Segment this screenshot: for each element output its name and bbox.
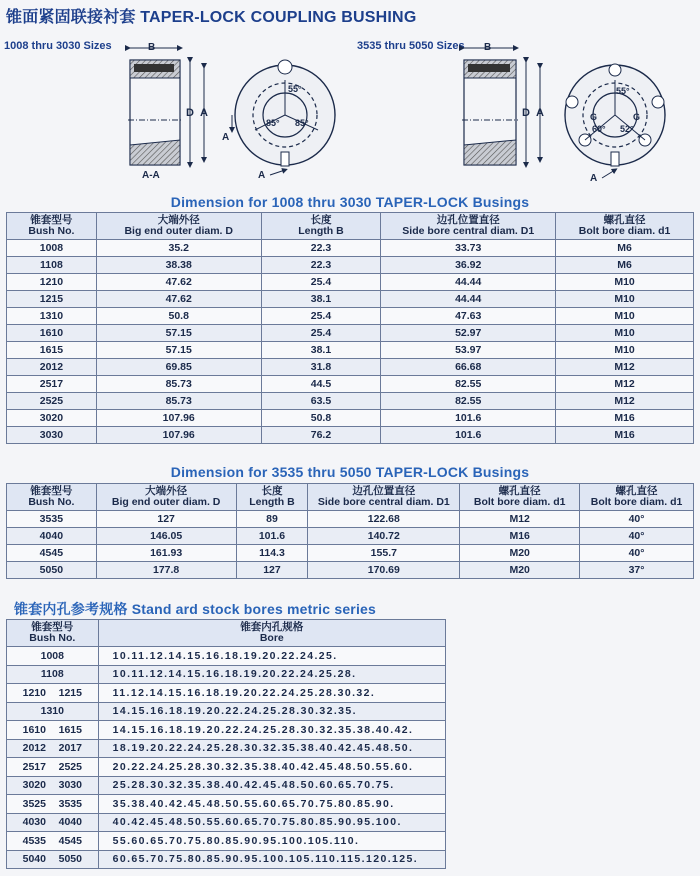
table-cell: 85.73: [96, 393, 261, 410]
column-header-cn: 锥套型号: [31, 621, 74, 633]
bush-number: 2517: [22, 760, 46, 773]
bush-number: 5050: [58, 853, 82, 866]
table-cell: M6: [556, 240, 694, 257]
column-header-en: Bush No.: [28, 225, 75, 237]
table-cell: 40°: [580, 511, 694, 528]
bore-sizes-cell: 25.28.30.32.35.38.40.42.45.48.50.60.65.70.75.: [98, 776, 445, 795]
table-cell: 25.4: [261, 274, 381, 291]
table-cell: 57.15: [96, 325, 261, 342]
label-60: 60°: [592, 124, 606, 134]
bore-sizes-cell: 35.38.40.42.45.48.50.55.60.65.70.75.80.85.90.: [98, 795, 445, 814]
bush-number: 3535: [58, 797, 82, 810]
bush-number-cell: [7, 850, 99, 869]
table-cell: 25.4: [261, 308, 381, 325]
table-cell: M12: [460, 511, 580, 528]
table-cell: 66.68: [381, 359, 556, 376]
table-cell: M12: [556, 359, 694, 376]
table-cell: 1615: [7, 342, 97, 359]
table-cell: 31.8: [261, 359, 381, 376]
bush-number: 1615: [58, 723, 82, 736]
table-cell: 69.85: [96, 359, 261, 376]
label-a-bottom-right: A: [590, 173, 598, 184]
table-row: [7, 342, 694, 359]
table-cell: M16: [460, 528, 580, 545]
column-header-en: Big end outer diam. D: [124, 225, 233, 237]
table-3535-5050: [6, 483, 694, 579]
column-header: [236, 484, 308, 511]
technical-drawings: [0, 30, 700, 190]
column-header-en: Length B: [298, 225, 344, 237]
table-row: [7, 528, 694, 545]
table-row: [7, 308, 694, 325]
table-row: [7, 257, 694, 274]
table-cell: 2517: [7, 376, 97, 393]
column-header-en: Bush No.: [28, 496, 75, 508]
column-header-cn: 锥套型号: [30, 214, 73, 226]
column-header-cn: 长度: [310, 214, 332, 226]
table-row: [7, 813, 446, 832]
column-header: [98, 620, 445, 647]
table-stock-bores: [6, 619, 446, 869]
table-cell: 53.97: [381, 342, 556, 359]
table-cell: M10: [556, 342, 694, 359]
bush-number: 4030: [22, 816, 46, 829]
column-header: [7, 213, 97, 240]
table-cell: 2525: [7, 393, 97, 410]
diagram-area: [0, 30, 700, 190]
section2-title: Dimension for 3535 thru 5050 TAPER-LOCK Busings: [170, 464, 530, 480]
table-cell: M6: [556, 257, 694, 274]
table-cell: M12: [556, 393, 694, 410]
table-cell: 1210: [7, 274, 97, 291]
table-cell: M16: [556, 410, 694, 427]
bore-sizes-cell: 60.65.70.75.80.85.90.95.100.105.110.115.120.125.: [98, 850, 445, 869]
table-cell: 107.96: [96, 410, 261, 427]
right-front-view: [565, 64, 665, 184]
column-header-cn: 边孔位置直径: [352, 485, 416, 497]
table-row: [7, 795, 446, 814]
table-cell: 22.3: [261, 240, 381, 257]
label-g-left: G: [590, 112, 598, 122]
bore-sizes-cell: 10.11.12.14.15.16.18.19.20.22.24.25.28.: [98, 665, 445, 684]
label-g-right: G: [633, 112, 641, 122]
table-row: [7, 545, 694, 562]
bush-number-cell: [7, 684, 99, 703]
table-cell: 146.05: [96, 528, 236, 545]
column-header-cn: 锥套型号: [30, 485, 73, 497]
table-cell: 4545: [7, 545, 97, 562]
table-cell: 38.1: [261, 291, 381, 308]
column-header-en: Bush No.: [29, 632, 76, 644]
table-cell: M10: [556, 274, 694, 291]
table-cell: 40°: [580, 528, 694, 545]
column-header-en: Bore: [259, 632, 284, 644]
column-header-en: Bolt bore diam. d1: [578, 225, 671, 237]
column-header: [308, 484, 460, 511]
table-cell: M16: [556, 427, 694, 444]
bore-sizes-cell: 18.19.20.22.24.25.28.30.32.35.38.40.42.45.48.50.: [98, 739, 445, 758]
column-header-en: Big end outer diam. D: [111, 496, 221, 508]
table-row: [7, 776, 446, 795]
label-a-upper-right: A: [536, 107, 544, 119]
table-cell: 33.73: [381, 240, 556, 257]
table-row: [7, 684, 446, 703]
table-cell: 38.1: [261, 342, 381, 359]
column-header-cn: 锥套内孔规格: [240, 621, 304, 633]
column-header-en: Bolt bore diam. d1: [590, 496, 683, 508]
table-cell: 40°: [580, 545, 694, 562]
table-cell: 1310: [7, 308, 97, 325]
bush-number: 1610: [22, 723, 46, 736]
table-row: [7, 832, 446, 851]
table-row: [7, 702, 446, 721]
table-cell: M12: [556, 376, 694, 393]
label-b: B: [148, 42, 156, 53]
bush-number: 3020: [22, 779, 46, 792]
section3-title: 锥套内孔参考规格 Stand ard stock bores metric series: [14, 601, 377, 617]
table-cell: 1610: [7, 325, 97, 342]
label-d-right: D: [522, 107, 530, 119]
table-row: [7, 850, 446, 869]
label-55: 55°: [288, 84, 302, 94]
bush-number-cell: [7, 665, 99, 684]
table-cell: 47.62: [96, 274, 261, 291]
table-cell: 36.92: [381, 257, 556, 274]
table-cell: 25.4: [261, 325, 381, 342]
bore-sizes-cell: 20.22.24.25.28.30.32.35.38.40.42.45.48.50.55.60.: [98, 758, 445, 777]
bush-number: 2525: [58, 760, 82, 773]
bush-number: 4535: [22, 834, 46, 847]
column-header: [580, 484, 694, 511]
table-row: [7, 359, 694, 376]
bush-number-cell: [7, 813, 99, 832]
table-row: [7, 325, 694, 342]
table-cell: 3535: [7, 511, 97, 528]
table-cell: 1008: [7, 240, 97, 257]
table-cell: 47.62: [96, 291, 261, 308]
table-row: [7, 758, 446, 777]
bush-number: 4545: [58, 834, 82, 847]
bush-number: 1310: [40, 705, 64, 718]
bore-sizes-cell: 14.15.16.18.19.20.22.24.25.28.30.32.35.: [98, 702, 445, 721]
left-section-view: [128, 42, 208, 181]
table-row: [7, 240, 694, 257]
bore-sizes-cell: 11.12.14.15.16.18.19.20.22.24.25.28.30.32.: [98, 684, 445, 703]
column-header: [381, 213, 556, 240]
left-sizes-label: 1008 thru 3030 Sizes: [4, 40, 112, 52]
right-sizes-label: 3535 thru 5050 Sizes: [357, 40, 465, 52]
bush-number-cell: [7, 758, 99, 777]
table-cell: 101.6: [236, 528, 308, 545]
table-cell: 3020: [7, 410, 97, 427]
table-cell: 44.44: [381, 291, 556, 308]
column-header-cn: 边孔位置直径: [436, 214, 500, 226]
table-cell: 4040: [7, 528, 97, 545]
column-header-en: Length B: [249, 496, 295, 508]
column-header-cn: 大端外径: [157, 214, 200, 226]
label-section: A-A: [142, 170, 160, 181]
section1-title: Dimension for 1008 thru 3030 TAPER-LOCK Busings: [170, 194, 530, 210]
column-header-en: Side bore central diam. D1: [402, 225, 535, 237]
table-1008-3030: [6, 212, 694, 444]
bush-number: 3030: [58, 779, 82, 792]
label-b-right: B: [484, 42, 492, 53]
table-row: [7, 291, 694, 308]
table-cell: 114.3: [236, 545, 308, 562]
label-a-left: A: [222, 132, 230, 143]
table-row: [7, 511, 694, 528]
bush-number: 1008: [40, 649, 64, 662]
table-cell: 2012: [7, 359, 97, 376]
table-row: [7, 665, 446, 684]
table-row: [7, 376, 694, 393]
table-cell: 155.7: [308, 545, 460, 562]
table-cell: M10: [556, 291, 694, 308]
table-cell: M10: [556, 325, 694, 342]
column-header-cn: 螺孔直径: [498, 485, 541, 497]
label-a-bottom: A: [258, 170, 266, 181]
table-cell: 1215: [7, 291, 97, 308]
bush-number-cell: [7, 721, 99, 740]
right-section-view: [462, 42, 544, 165]
table-cell: 85.73: [96, 376, 261, 393]
column-header-cn: 螺孔直径: [603, 214, 646, 226]
label-55-right: 55°: [616, 86, 630, 96]
bush-number: 3525: [22, 797, 46, 810]
column-header: [261, 213, 381, 240]
bush-number-cell: [7, 647, 99, 666]
table-row: [7, 739, 446, 758]
table-cell: 76.2: [261, 427, 381, 444]
table-cell: 107.96: [96, 427, 261, 444]
table-cell: 3030: [7, 427, 97, 444]
table-cell: 63.5: [261, 393, 381, 410]
table-cell: 47.63: [381, 308, 556, 325]
table-cell: 5050: [7, 562, 97, 579]
table-cell: 82.55: [381, 393, 556, 410]
table-cell: 101.6: [381, 410, 556, 427]
table-cell: 161.93: [96, 545, 236, 562]
table-cell: M10: [556, 308, 694, 325]
label-d: D: [186, 107, 194, 119]
bush-number-cell: [7, 702, 99, 721]
table-cell: 127: [96, 511, 236, 528]
table-row: [7, 427, 694, 444]
table-cell: M20: [460, 562, 580, 579]
label-a-upper: A: [200, 107, 208, 119]
table-cell: 82.55: [381, 376, 556, 393]
column-header-cn: 长度: [261, 485, 283, 497]
table-row: [7, 274, 694, 291]
bush-number: 4040: [58, 816, 82, 829]
label-85-right: 85°: [295, 118, 309, 128]
table-cell: 170.69: [308, 562, 460, 579]
bush-number: 5040: [22, 853, 46, 866]
table-cell: 38.38: [96, 257, 261, 274]
table-cell: 50.8: [96, 308, 261, 325]
bush-number: 1215: [58, 686, 82, 699]
table-cell: 177.8: [96, 562, 236, 579]
table-row: [7, 393, 694, 410]
table-cell: 50.8: [261, 410, 381, 427]
column-header: [7, 484, 97, 511]
column-header-en: Side bore central diam. D1: [317, 496, 450, 508]
bush-number: 2012: [22, 742, 46, 755]
bore-sizes-cell: 55.60.65.70.75.80.85.90.95.100.105.110.: [98, 832, 445, 851]
bore-sizes-cell: 14.15.16.18.19.20.22.24.25.28.30.32.35.38.40.42.: [98, 721, 445, 740]
table-cell: 127: [236, 562, 308, 579]
column-header-en: Bolt bore diam. d1: [473, 496, 566, 508]
table-cell: 44.5: [261, 376, 381, 393]
column-header: [96, 213, 261, 240]
column-header-cn: 大端外径: [145, 485, 188, 497]
table-cell: 1108: [7, 257, 97, 274]
table-cell: 101.6: [381, 427, 556, 444]
table-cell: 89: [236, 511, 308, 528]
table-row: [7, 562, 694, 579]
bush-number: 2017: [58, 742, 82, 755]
table-cell: 44.44: [381, 274, 556, 291]
column-header: [96, 484, 236, 511]
label-52: 52°: [620, 124, 634, 134]
column-header: [7, 620, 99, 647]
bush-number-cell: [7, 795, 99, 814]
bush-number-cell: [7, 776, 99, 795]
table-cell: 57.15: [96, 342, 261, 359]
column-header: [460, 484, 580, 511]
label-85-left: 85°: [266, 118, 280, 128]
column-header: [556, 213, 694, 240]
bush-number: 1210: [22, 686, 46, 699]
bush-number-cell: [7, 832, 99, 851]
bush-number-cell: [7, 739, 99, 758]
table-row: [7, 647, 446, 666]
bush-number: 1108: [40, 668, 64, 681]
table-row: [7, 410, 694, 427]
table-cell: 140.72: [308, 528, 460, 545]
table-row: [7, 721, 446, 740]
column-header-cn: 螺孔直径: [615, 485, 658, 497]
bore-sizes-cell: 40.42.45.48.50.55.60.65.70.75.80.85.90.95.100.: [98, 813, 445, 832]
left-front-view: [222, 60, 335, 181]
page-title: 锥面紧固联接衬套 TAPER-LOCK COUPLING BUSHING: [6, 9, 417, 26]
table-cell: M20: [460, 545, 580, 562]
bore-sizes-cell: 10.11.12.14.15.16.18.19.20.22.24.25.: [98, 647, 445, 666]
table-cell: 35.2: [96, 240, 261, 257]
table-cell: 52.97: [381, 325, 556, 342]
table-cell: 37°: [580, 562, 694, 579]
table-cell: 22.3: [261, 257, 381, 274]
table-cell: 122.68: [308, 511, 460, 528]
